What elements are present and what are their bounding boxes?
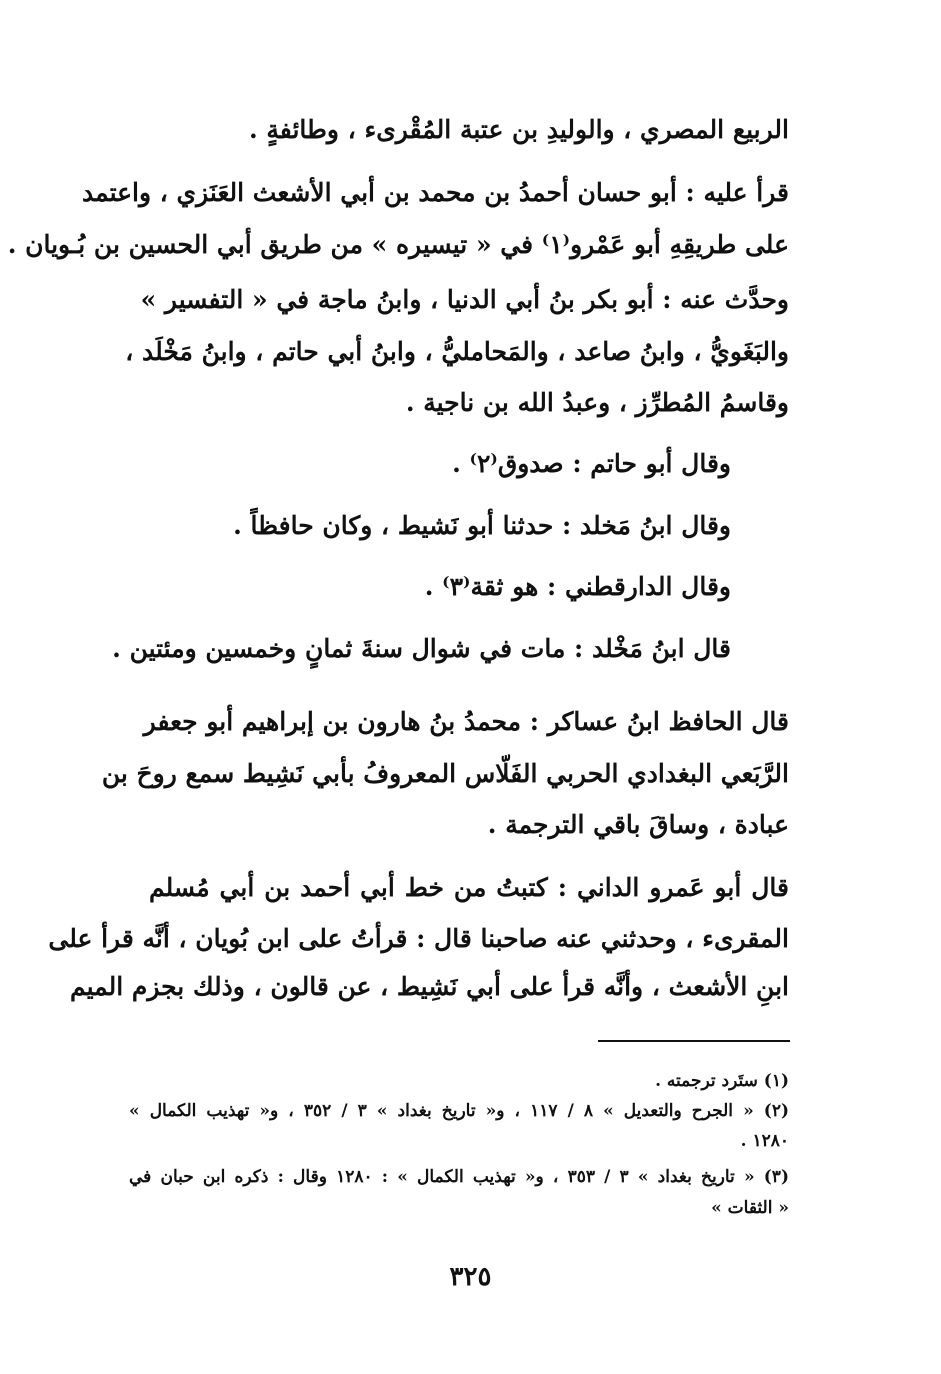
footnote-3-continued: « الثقات » — [711, 1198, 789, 1218]
text-line-9: وقال الدارقطني : هو ثقة⁽٣⁾ . — [424, 572, 731, 601]
text-line-7: وقال أبو حاتم : صدوق⁽٢⁾ . — [452, 449, 731, 478]
footnote-1: (١) ستَرد ترجمته . — [655, 1071, 789, 1091]
text-line-16: ابنِ الأشعث ، وأنَّه قرأ على أبي نَشِيط ، عن قالون ، وذلك بجزم الميم — [70, 972, 789, 1001]
text-line-15: المقرىء ، وحدثني عنه صاحبنا قال : قرأتُ على ابن بُويان ، أنَّه قرأ على — [48, 924, 789, 953]
text-line-8: وقال ابنُ مَخلد : حدثنا أبو نَشيط ، وكان حافظاً . — [233, 511, 731, 540]
text-line-14: قال أبو عَمرو الداني : كتبتُ من خط أبي أحمد بن أبي مُسلم — [149, 873, 789, 902]
text-line-6: وقاسمُ المُطرِّز ، وعبدُ الله بن ناجية . — [405, 388, 789, 417]
text-line-13: عبادة ، وساقَ باقي الترجمة . — [487, 810, 789, 839]
footnote-separator — [598, 1040, 790, 1042]
text-line-4: وحدَّث عنه : أبو بكر بنُ أبي الدنيا ، وابنُ ماجة في « التفسير » — [140, 285, 789, 314]
text-line-3: على طريقِهِ أبو عَمْرو⁽١⁾ في « تيسيره » من طريق أبي الحسين بن بُـويان . — [7, 230, 789, 259]
text-line-10: قال ابنُ مَخْلد : مات في شوال سنةَ ثمانٍ وخمسين ومئتين . — [112, 634, 731, 663]
page-number: ٣٢٥ — [449, 1262, 492, 1292]
text-line-5: والبَغَويُّ ، وابنُ صاعد ، والمَحامليُّ ، وابنُ أبي حاتم ، وابنُ مَخْلَد ، — [125, 337, 789, 366]
text-line-1: الربيع المصري ، والوليدِ بن عتبة المُقْرىء ، وطائفةٍ . — [248, 115, 789, 144]
text-line-2: قرأ عليه : أبو حسان أحمدُ بن محمد بن أبي الأشعث العَنَزي ، واعتمد — [82, 178, 789, 207]
text-line-11: قال الحافظ ابنُ عساكر : محمدُ بنُ هارون بن إبراهيم أبو جعفر — [143, 707, 789, 736]
text-line-12: الرَّبَعي البغدادي الحربي الفَلّاس المعروفُ بأبي نَشِيط سمع روحَ بن — [101, 759, 789, 788]
footnote-2: (٢) « الجرح والتعديل » ٨ / ١١٧ ، و« تاريخ بغداد » ٣ / ٣٥٢ ، و« تهذيب الكمال » — [129, 1101, 790, 1121]
footnote-3: (٣) « تاريخ بغداد » ٣ / ٣٥٣ ، و« تهذيب الكمال » : ١٢٨٠ وقال : ذكره ابن حبان في — [129, 1167, 789, 1187]
footnote-2-continued: ١٢٨٠ . — [740, 1131, 789, 1151]
